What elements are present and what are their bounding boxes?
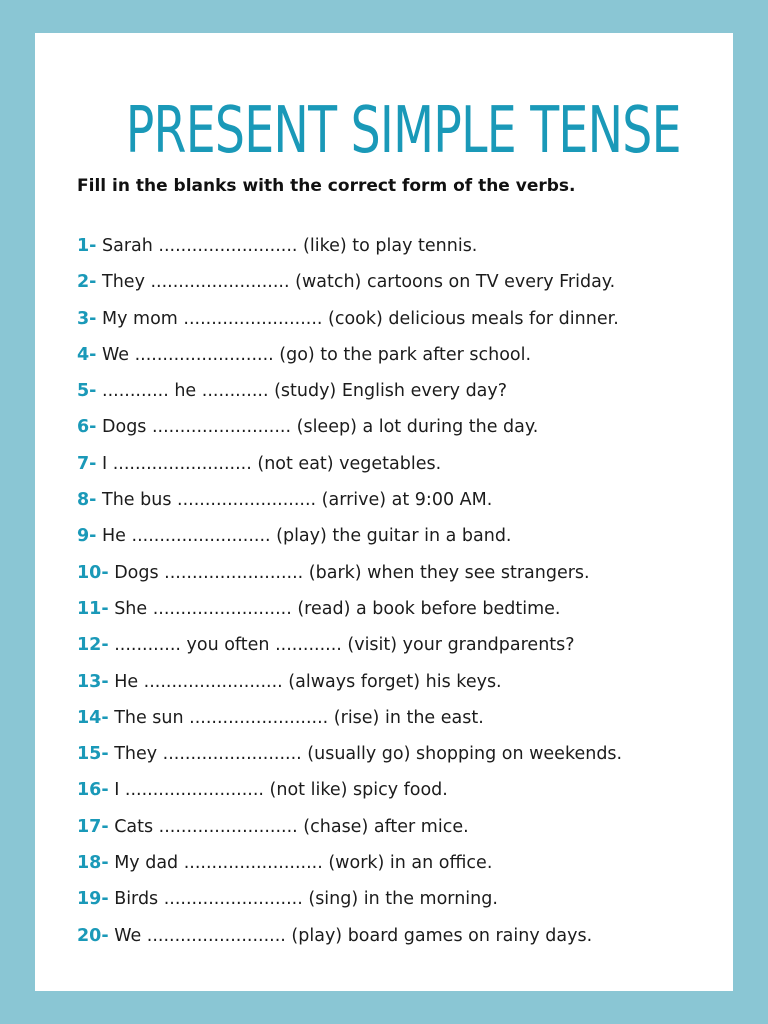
worksheet-page	[35, 33, 733, 991]
exercise-item-4	[77, 337, 622, 373]
exercise-item-16	[77, 772, 622, 808]
exercise-number: 5-	[77, 381, 97, 402]
exercise-item-7	[77, 446, 622, 482]
exercise-item-6	[77, 409, 622, 445]
exercise-item-13	[77, 664, 622, 700]
exercise-item-1	[77, 228, 622, 264]
exercise-list	[77, 228, 622, 954]
exercise-number: 4-	[77, 344, 97, 365]
exercise-text: Sarah ......................... (like) to play tennis.	[96, 236, 478, 256]
exercise-number: 20-	[77, 925, 109, 946]
exercise-number: 13-	[77, 671, 109, 692]
exercise-number: 7-	[77, 453, 97, 474]
exercise-number: 18-	[77, 853, 109, 874]
exercise-item-17	[77, 809, 622, 845]
exercise-item-8	[77, 482, 622, 518]
exercise-number: 1-	[77, 236, 97, 256]
exercise-text: She ......................... (read) a book before bedtime.	[108, 598, 561, 619]
exercise-text: I ......................... (not like) spicy food.	[108, 780, 448, 801]
exercise-number: 11-	[77, 598, 109, 619]
exercise-item-18	[77, 845, 622, 881]
exercise-text: My mom ......................... (cook) delicious meals for dinner.	[96, 308, 619, 329]
exercise-item-9	[77, 518, 622, 554]
exercise-item-20	[77, 918, 622, 954]
exercise-number: 6-	[77, 417, 97, 438]
exercise-item-2	[77, 264, 622, 300]
exercise-text: ............ you often ............ (visit) your grandparents?	[108, 635, 575, 656]
exercise-item-5	[77, 373, 622, 409]
exercise-text: We ......................... (play) board games on rainy days.	[108, 925, 593, 946]
exercise-item-12	[77, 627, 622, 663]
exercise-text: I ......................... (not eat) vegetables.	[96, 453, 442, 474]
exercise-text: My dad ......................... (work) in an office.	[108, 853, 493, 874]
exercise-text: ............ he ............ (study) English every day?	[96, 381, 508, 402]
exercise-text: He ......................... (play) the guitar in a band.	[96, 526, 512, 547]
exercise-text: Cats ......................... (chase) after mice.	[108, 816, 469, 837]
exercise-text: We ......................... (go) to the park after school.	[96, 344, 532, 365]
exercise-item-15	[77, 736, 622, 772]
exercise-text: The sun ......................... (rise) in the east.	[108, 707, 484, 728]
exercise-number: 10-	[77, 562, 109, 583]
exercise-item-10	[77, 555, 622, 591]
exercise-number: 3-	[77, 308, 97, 329]
exercise-number: 17-	[77, 816, 109, 837]
exercise-item-11	[77, 591, 622, 627]
exercise-number: 19-	[77, 889, 109, 910]
exercise-item-3	[77, 301, 622, 337]
exercise-number: 12-	[77, 635, 109, 656]
exercise-text: Dogs ......................... (bark) when they see strangers.	[108, 562, 590, 583]
exercise-number: 2-	[77, 272, 97, 293]
exercise-text: They ......................... (usually go) shopping on weekends.	[108, 744, 623, 765]
exercise-item-19	[77, 881, 622, 917]
exercise-number: 9-	[77, 526, 97, 547]
exercise-item-14	[77, 700, 622, 736]
exercise-number: 14-	[77, 707, 109, 728]
exercise-number: 16-	[77, 780, 109, 801]
exercise-text: Birds ......................... (sing) in the morning.	[108, 889, 498, 910]
exercise-text: The bus ......................... (arrive) at 9:00 AM.	[96, 490, 493, 511]
worksheet-title: PRESENT SIMPLE TENSE	[125, 94, 681, 168]
exercise-text: They ......................... (watch) cartoons on TV every Friday.	[96, 272, 616, 293]
exercise-number: 8-	[77, 490, 97, 511]
exercise-number: 15-	[77, 744, 109, 765]
worksheet-instruction: Fill in the blanks with the correct form of the verbs.	[77, 176, 576, 196]
exercise-text: He ......................... (always forget) his keys.	[108, 671, 502, 692]
exercise-text: Dogs ......................... (sleep) a lot during the day.	[96, 417, 539, 438]
